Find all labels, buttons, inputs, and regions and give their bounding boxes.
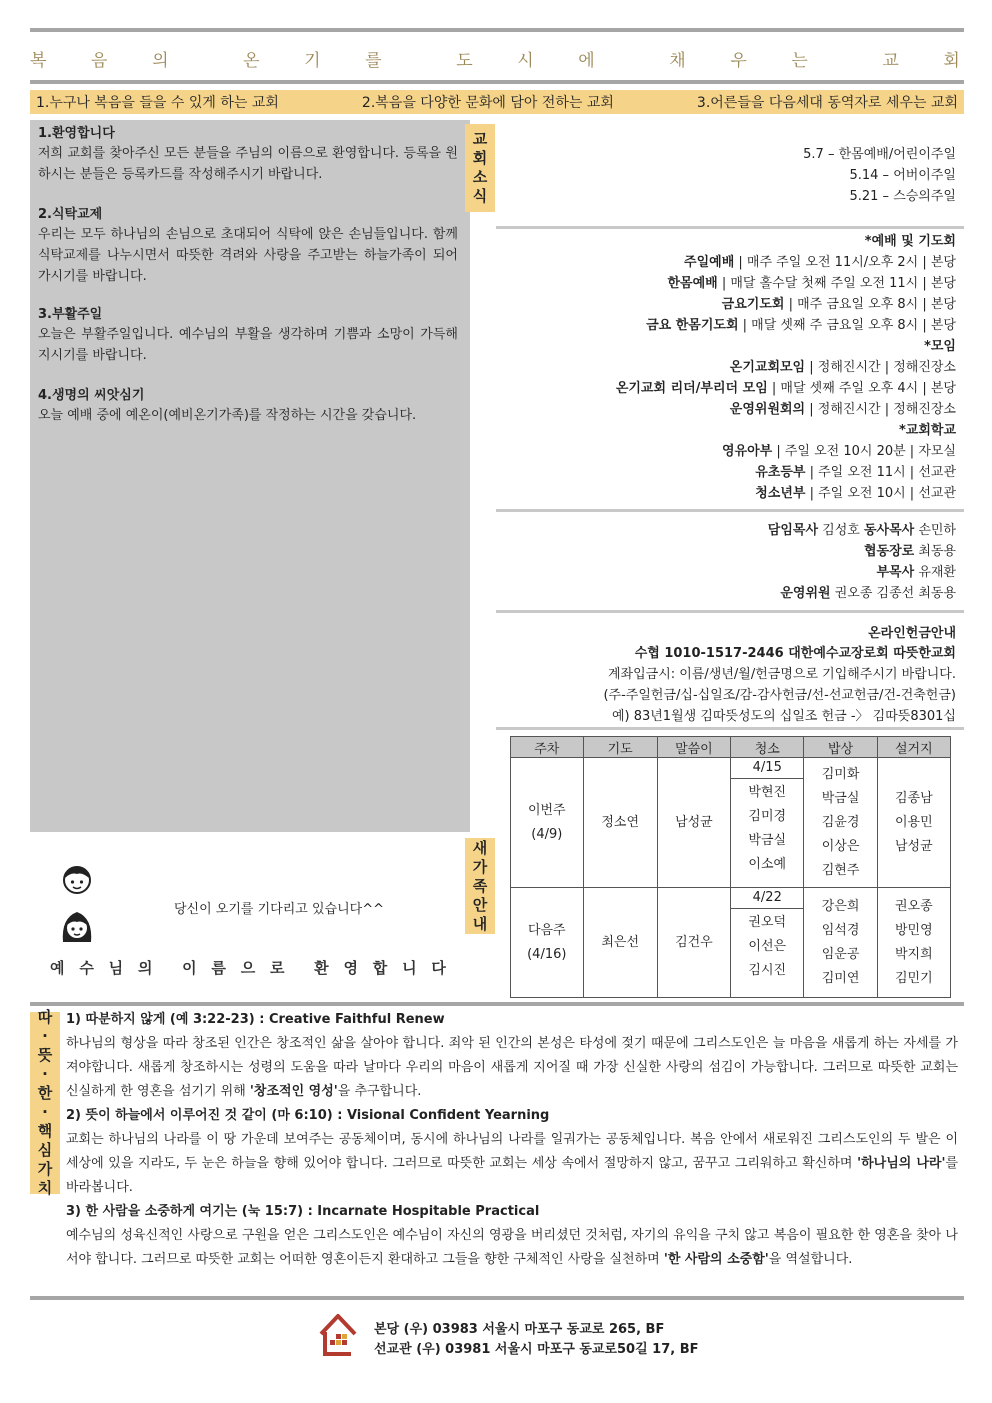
- meal-name: 김미연: [821, 970, 860, 986]
- duty-header: 주차: [511, 737, 584, 758]
- schedule-detail: | 정해진시간 | 정해진장소: [805, 402, 956, 417]
- schedule-item: [755, 482, 956, 501]
- motto-char: 에: [578, 51, 595, 71]
- schedule-item: [616, 377, 956, 396]
- meal-name: 임석경: [821, 922, 860, 938]
- duty-header: 말씀이: [657, 737, 730, 758]
- schedule-detail: | 매달 셋째 주일 오후 4시 | 본당: [767, 381, 956, 396]
- schedule-name: 운영위원회의: [729, 402, 806, 417]
- duty-meal: [804, 758, 877, 888]
- label-char: 심: [37, 1141, 53, 1159]
- clean-date: 4/15: [731, 758, 803, 779]
- week-date: (4/9): [531, 826, 563, 842]
- male-avatar-icon: [62, 864, 92, 900]
- schedule-name: *교회학교: [898, 423, 956, 438]
- banner-char: 님: [108, 959, 124, 977]
- duty-header: 기도: [583, 737, 657, 758]
- staff-role: 협동장로: [863, 544, 915, 559]
- label-char: ·: [42, 1027, 48, 1045]
- banner-char: 영: [343, 959, 358, 977]
- week-date: (4/16): [527, 946, 567, 962]
- schedule-name: 금요기도회: [721, 297, 785, 312]
- address-main: 본당 (우) 03983 서울시 마포구 동교로 265, BF: [374, 1322, 665, 1337]
- schedule-name: 영유아부: [721, 444, 773, 459]
- motto-char: 는: [791, 51, 808, 71]
- duty-row: [511, 888, 951, 998]
- new-family-label: [465, 838, 495, 934]
- motto-char: 의: [152, 51, 169, 71]
- announcement-title: 2.식탁교제: [38, 207, 103, 222]
- church-logo-icon: [318, 1312, 358, 1362]
- schedule-item: [722, 440, 956, 459]
- schedule-name: 청소년부: [755, 486, 806, 501]
- label-char: ·: [42, 1065, 48, 1083]
- clean-name: 권오덕: [748, 915, 787, 930]
- schedule-name: *예배 및 기도회: [864, 234, 956, 249]
- staff-name: 권오종 김종선 최동용: [830, 586, 956, 601]
- announcement-body: 오늘 예배 중에 예온이(예비온기가족)를 작정하는 시간을 갖습니다.: [38, 408, 417, 423]
- label-char: 가: [37, 1160, 53, 1178]
- announcement-body: 저희 교회를 찾아주신 모든 분들을 주님의 이름으로 환영합니다. 등록을 원하시는 분들은 등록카드를 작성해주시기 바랍니다.: [38, 146, 458, 182]
- label-char: 회: [472, 149, 488, 167]
- mission-bar: [30, 90, 964, 114]
- core-value: [66, 1104, 958, 1200]
- banner-char: 로: [270, 959, 285, 977]
- motto-char: 채: [669, 51, 686, 71]
- duty-week: [511, 758, 584, 888]
- week-label: 다음주: [527, 922, 566, 938]
- motto-char: 기: [304, 51, 321, 71]
- schedule-item: [667, 272, 956, 291]
- schedule-name: *모임: [924, 339, 956, 354]
- meal-name: 박금실: [821, 790, 860, 806]
- core-text: 을 추구합니다.: [337, 1084, 422, 1099]
- week-label: 이번주: [527, 802, 566, 818]
- schedule-item: [865, 230, 956, 249]
- motto-char: 우: [730, 51, 747, 71]
- core-emphasis: '창조적인 영성': [249, 1084, 338, 1099]
- banner-char: 수: [79, 959, 94, 977]
- duty-clean: [731, 888, 804, 998]
- clean-name: 이소예: [748, 857, 787, 872]
- announcement: [38, 303, 458, 366]
- news-item: 5.14 – 어버이주일: [849, 168, 956, 183]
- dish-name: 방민영: [895, 922, 933, 938]
- schedule-detail: | 매달 홀수달 첫째 주일 오전 11시 | 본당: [717, 276, 956, 291]
- core-value-body: [66, 1224, 958, 1272]
- label-char: 안: [472, 895, 488, 914]
- label-char: 한: [37, 1084, 53, 1102]
- duty-dish: [877, 888, 950, 998]
- divider: [496, 610, 964, 613]
- label-char: ·: [42, 1103, 48, 1121]
- motto-char: 시: [517, 51, 534, 71]
- label-char: 소: [472, 168, 488, 186]
- label-char: 핵: [37, 1122, 53, 1140]
- schedule-detail: | 매주 금요일 오후 8시 | 본당: [784, 297, 956, 312]
- clean-name: 박금실: [748, 833, 787, 848]
- motto-char: 를: [365, 51, 382, 71]
- banner-char: 합: [372, 959, 388, 977]
- schedule-name: 온기교회 리더/부리더 모임: [615, 381, 768, 396]
- staff-row: [877, 561, 957, 580]
- staff-role: 운영위원: [780, 586, 831, 601]
- news-item: 5.21 – 스승의주일: [849, 189, 956, 204]
- core-value-title: 2) 뜻이 하늘에서 이루어진 것 같이 (마 6:10) : Visional Confident Yearning: [66, 1108, 550, 1123]
- label-char: 가: [472, 857, 488, 876]
- banner-char: 름: [211, 959, 226, 977]
- staff-name: 손민하: [914, 523, 956, 538]
- schedule-name: 주일예배: [684, 255, 735, 270]
- label-char: 내: [472, 914, 488, 933]
- banner-char: 니: [402, 959, 417, 977]
- clean-name: 김시진: [748, 963, 787, 978]
- duty-word: 김건우: [657, 888, 730, 998]
- mission-item: 3.어른들을 다음세대 동역자로 세우는 교회: [696, 95, 958, 111]
- mission-item: 1.누구나 복음을 들을 수 있게 하는 교회: [36, 95, 279, 111]
- announcement: [38, 122, 458, 185]
- offering-line: 예) 83년1월생 김따뜻성도의 십일조 헌금 -〉 김따뜻8301십: [611, 709, 956, 724]
- mission-item: 2.복음을 다양한 문화에 담아 전하는 교회: [361, 95, 614, 111]
- label-char: 교: [472, 130, 488, 148]
- section-rule: [30, 1002, 964, 1006]
- staff-row: [768, 519, 956, 538]
- duty-word: 남성균: [657, 758, 730, 888]
- schedule-name: 유초등부: [755, 465, 806, 480]
- banner-char: 예: [50, 959, 65, 977]
- core-value: [66, 1008, 958, 1104]
- banner-char: 으: [240, 959, 256, 977]
- schedule-name: 한몸예배: [667, 276, 718, 291]
- offering-account: 수협 1010-1517-2446 대한예수교장로회 따뜻한교회: [634, 646, 956, 661]
- label-char: 족: [472, 876, 488, 895]
- schedule-item: [730, 398, 956, 417]
- core-emphasis: '한 사람의 소중함': [663, 1252, 769, 1267]
- duty-header: 청소: [731, 737, 804, 758]
- schedule-item: [899, 419, 956, 438]
- core-text: 을 역설합니다.: [768, 1252, 853, 1267]
- core-text: 를 바라봅니다.: [66, 1156, 958, 1195]
- duty-header: 설거지: [877, 737, 950, 758]
- schedule-item: [730, 356, 956, 375]
- duty-row: [511, 758, 951, 888]
- dish-name: 이용민: [895, 814, 933, 830]
- schedule-item: [924, 335, 956, 354]
- schedule-item: [646, 314, 956, 333]
- core-emphasis: '하나님의 나라': [857, 1156, 946, 1171]
- duty-header-row: [511, 737, 951, 758]
- duty-header: 밥상: [804, 737, 877, 758]
- staff-role: 부목사: [876, 565, 915, 580]
- label-char: 뜻: [37, 1046, 53, 1064]
- divider: [496, 727, 964, 730]
- offering-line: (주-주일헌금/십-십일조/감-감사헌금/선-선교헌금/건-건축헌금): [603, 688, 956, 703]
- duty-prayer: 최은선: [583, 888, 657, 998]
- motto-char: 음: [91, 51, 108, 71]
- duty-table: [510, 736, 951, 998]
- bottom-rule: [30, 1296, 964, 1300]
- welcome-text: 당신이 오기를 기다리고 있습니다^^: [174, 902, 384, 917]
- welcome-banner: [50, 957, 446, 978]
- dish-name: 김종남: [895, 790, 933, 806]
- clean-name: 김미경: [748, 809, 787, 824]
- female-avatar-icon: [60, 908, 94, 950]
- core-text: 예수님의 성육신적인 사랑으로 구원을 얻은 그리스도인은 예수님이 자신의 영광을 버리셨던 것처럼, 자기의 유익을 구치 않고 복음이 필요한 한 영혼을 찾아 나서야 합니다. 그러므로 따뜻한 교회는 어떠한 영혼이든지 환대하고 그들을 향한 구체적인 사랑을 실천하며: [66, 1228, 958, 1267]
- staff-name: 유재환: [914, 565, 956, 580]
- staff-row: [780, 582, 956, 601]
- clean-date: 4/22: [731, 888, 803, 909]
- duty-prayer: 정소연: [583, 758, 657, 888]
- dish-name: 김민기: [895, 970, 933, 986]
- schedule-detail: | 주일 오전 11시 | 선교관: [805, 465, 956, 480]
- announcement-body: 우리는 모두 하나님의 손님으로 초대되어 식탁에 앉은 손님들입니다. 함께 식탁교제를 나누시면서 따뜻한 격려와 사랑을 주고받는 하늘가족이 되어 가시기를 바랍니다.: [38, 227, 458, 284]
- core-text: 하나님의 형상을 따라 창조된 인간은 창조적인 삶을 살아야 합니다. 죄악 된 인간의 본성은 타성에 젖기 때문에 그리스도인은 늘 마음을 새롭게 하는 자세를 가져야합니다. 새롭게 창조하시는 성령의 도움을 따라 날마다 우리의 마음이 새롭게 지어질 때 가장 신실한 사랑의 섬김이 가능합니다. 그러므로 따뜻한 교회는 신실하게 한 영혼을 섬기기 위해: [66, 1036, 958, 1099]
- dish-name: 권오종: [895, 898, 933, 914]
- schedule-item: [755, 461, 956, 480]
- core-value-title: 3) 한 사람을 소중하게 여기는 (눅 15:7) : Incarnate Hospitable Practical: [66, 1204, 540, 1219]
- meal-name: 강은희: [821, 898, 860, 914]
- staff-row: [864, 540, 956, 559]
- core-value-body: [66, 1128, 958, 1200]
- staff-role: 담임목사: [767, 523, 818, 538]
- clean-name: 박현진: [748, 785, 787, 800]
- offering-title: 온라인헌금안내: [868, 626, 956, 641]
- meal-name: 김윤경: [821, 814, 860, 830]
- banner-char: 의: [137, 959, 153, 977]
- duty-week: [511, 888, 584, 998]
- meal-name: 김현주: [821, 862, 860, 878]
- dish-name: 박지희: [895, 946, 933, 962]
- core-value: [66, 1200, 958, 1272]
- schedule-name: 온기교회모임: [729, 360, 806, 375]
- label-char: 따: [37, 1008, 53, 1026]
- schedule-detail: | 정해진시간 | 정해진장소: [805, 360, 956, 375]
- top-rule: [30, 28, 964, 32]
- church-motto: [30, 46, 960, 71]
- motto-char: 도: [456, 51, 473, 71]
- core-value-title: 1) 따분하지 않게 (예 3:22-23) : Creative Faithful Renew: [66, 1012, 445, 1027]
- announcement-title: 3.부활주일: [38, 307, 103, 322]
- duty-clean: [731, 758, 804, 888]
- announcement: [38, 384, 458, 426]
- motto-char: 복: [30, 51, 47, 71]
- schedule-detail: | 주일 오전 10시 20분 | 자모실: [772, 444, 956, 459]
- announcement-body: 오늘은 부활주일입니다. 예수님의 부활을 생각하며 기쁨과 소망이 가득해지시기를 바랍니다.: [38, 327, 458, 363]
- motto-char: 온: [243, 51, 260, 71]
- core-values-label: [30, 1008, 60, 1197]
- label-char: 치: [37, 1179, 53, 1197]
- staff-role: 동사목사: [863, 523, 915, 538]
- label-char: 식: [472, 187, 488, 205]
- church-news-label: [465, 124, 495, 212]
- divider: [496, 509, 964, 512]
- core-text: 교회는 하나님의 나라를 이 땅 가운데 보여주는 공동체이며, 동시에 하나님의 나라를 일궈가는 공동체입니다. 복음 안에서 새로워진 그리스도인의 두 발은 이 세상에 있을 지라도, 두 눈은 하늘을 향해 있어야 합니다. 그러므로 따뜻한 교회는 세상 속에서 절망하지 않고, 꿈꾸고 그리워하고 확신하며: [66, 1132, 958, 1171]
- clean-name: 이선은: [748, 939, 787, 954]
- staff-name: 최동용: [914, 544, 956, 559]
- schedule-detail: | 매달 셋째 주 금요일 오후 8시 | 본당: [738, 318, 956, 333]
- meal-name: 임운공: [821, 946, 860, 962]
- schedule-item: [684, 251, 956, 270]
- announcement-title: 1.환영합니다: [38, 126, 115, 141]
- announcement: [38, 203, 458, 287]
- motto-char: 교: [882, 51, 899, 71]
- motto-char: 회: [943, 51, 960, 71]
- dish-name: 남성균: [895, 838, 933, 854]
- address-annex: 선교관 (우) 03981 서울시 마포구 동교로50길 17, BF: [374, 1342, 699, 1357]
- divider: [496, 226, 964, 229]
- announcement-title: 4.생명의 씨앗심기: [38, 388, 145, 403]
- banner-char: 환: [314, 959, 329, 977]
- schedule-item: [722, 293, 956, 312]
- label-char: 새: [472, 838, 488, 857]
- schedule-name: 금요 한몸기도회: [646, 318, 739, 333]
- banner-char: 이: [182, 959, 197, 977]
- meal-name: 이상은: [821, 838, 860, 854]
- news-item: 5.7 – 한몸예배/어린이주일: [803, 147, 956, 162]
- core-value-body: [66, 1032, 958, 1104]
- banner-char: 다: [431, 959, 446, 977]
- schedule-detail: | 매주 주일 오전 11시/오후 2시 | 본당: [734, 255, 956, 270]
- duty-meal: [804, 888, 877, 998]
- offering-line: 계좌입금시: 이름/생년/월/헌금명으로 기입해주시기 바랍니다.: [608, 667, 956, 682]
- schedule-detail: | 주일 오전 10시 | 선교관: [805, 486, 956, 501]
- staff-name: 김성호: [818, 523, 864, 538]
- duty-dish: [877, 758, 950, 888]
- motto-rule: [30, 80, 964, 84]
- meal-name: 김미화: [821, 766, 860, 782]
